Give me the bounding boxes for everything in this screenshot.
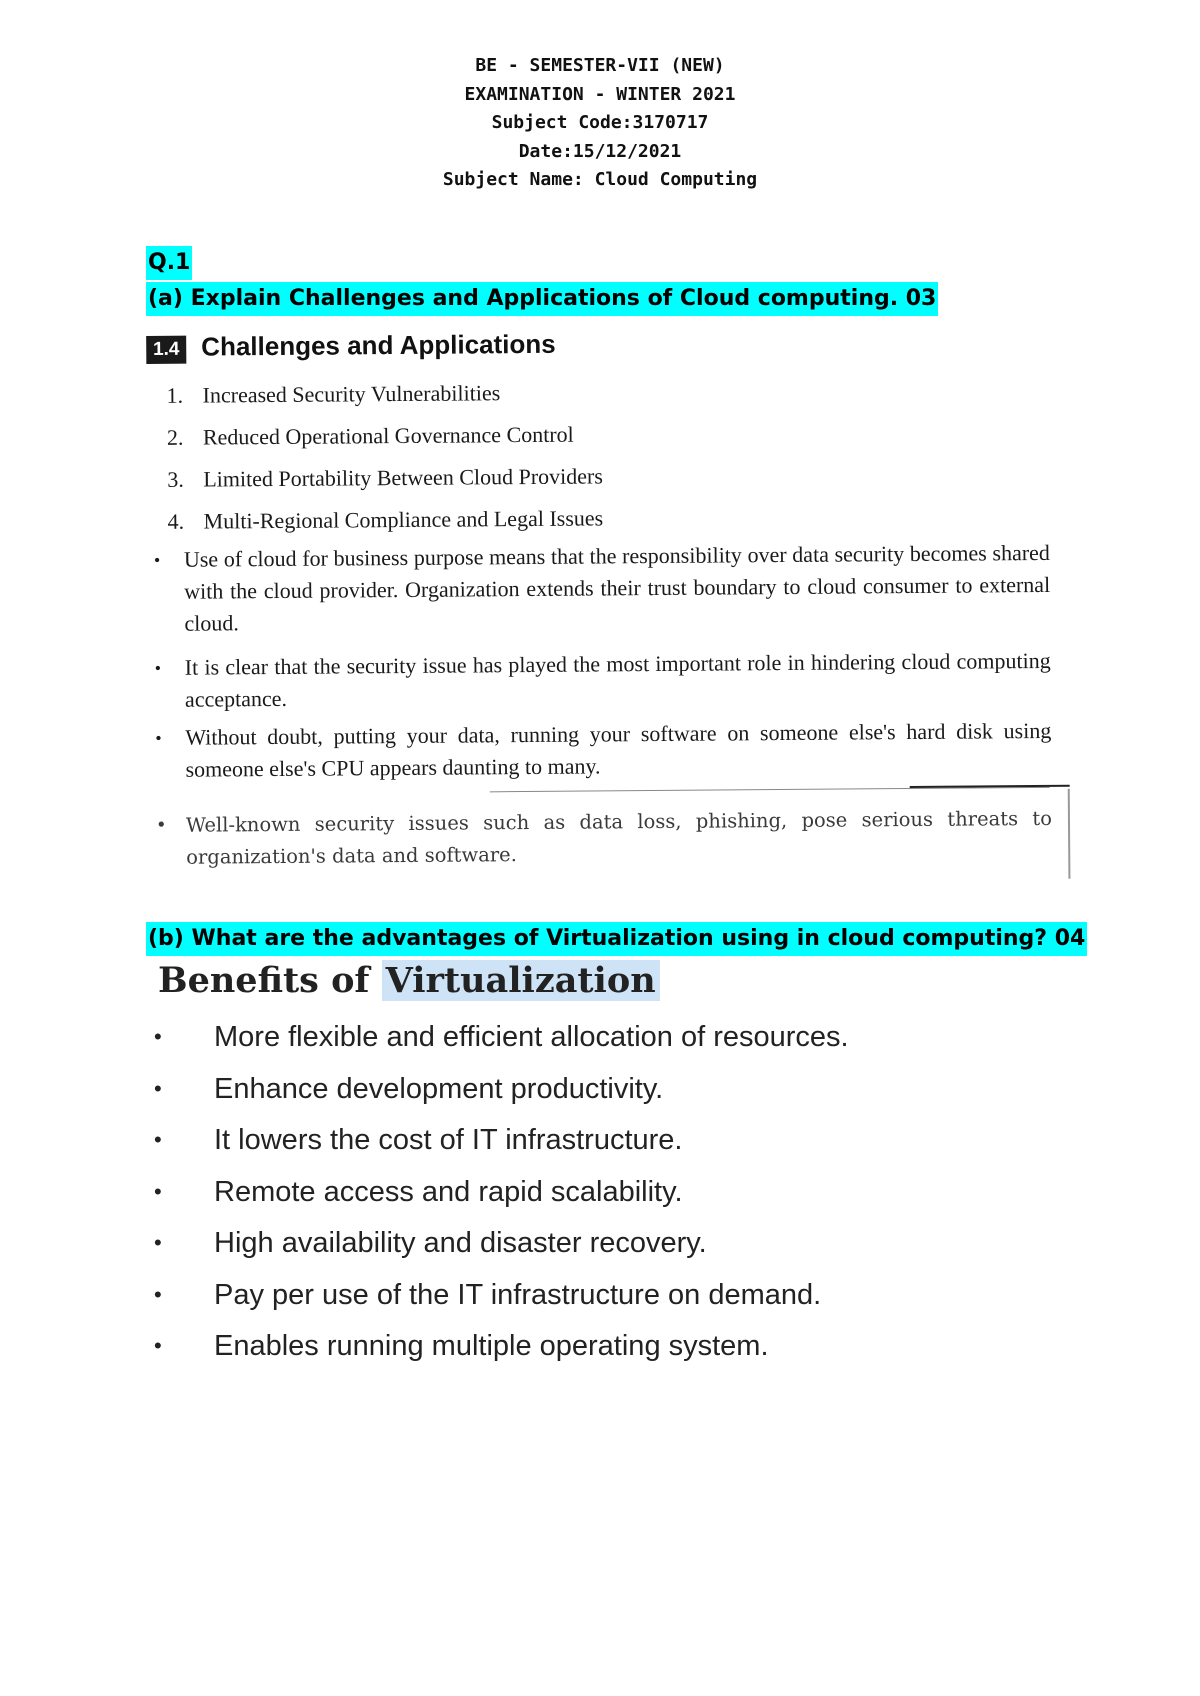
bullet-item: [148, 537, 1061, 644]
bullet-text: Without doubt, putting your data, running your software on someone else's hard disk using someone else's CPU appears daunting to many.: [185, 717, 1052, 782]
ordered-item: [166, 375, 766, 412]
benefits-heading-prefix: Benefits of: [158, 960, 370, 1001]
scanned-textbook-excerpt: [146, 311, 1062, 888]
bullet-text: Use of cloud for business purpose means that the responsibility over data security becomes shared with the cloud provider. Organization extends their trust boundary to cloud consumer to external cloud.: [183, 539, 1051, 636]
bullet-item: [150, 803, 1062, 876]
bullet-icon: •: [154, 1024, 162, 1049]
bullet-item: [149, 645, 1061, 718]
benefit-text: Remote access and rapid scalability.: [214, 1176, 683, 1208]
ordered-item: [167, 501, 767, 538]
question-part-b: (b) What are the advantages of Virtualization using in cloud computing? 04: [146, 922, 1087, 956]
section-title: Challenges and Applications: [201, 328, 556, 362]
header-subject-code: Subject Code:3170717: [491, 112, 709, 133]
header-semester: BE - SEMESTER-VII (NEW): [475, 55, 725, 76]
ordered-item-number: 3.: [167, 466, 184, 492]
ordered-item-text: Reduced Operational Governance Control: [202, 421, 574, 450]
bullet-icon: •: [154, 1333, 162, 1358]
bullet-icon: •: [154, 1282, 162, 1307]
benefits-heading-highlight: Virtualization: [382, 960, 660, 1001]
scan-edge-line: [1068, 789, 1071, 879]
header-examination: EXAMINATION - WINTER 2021: [464, 83, 736, 105]
benefit-text: It lowers the cost of IT infrastructure.: [214, 1124, 683, 1156]
benefit-text: Pay per use of the IT infrastructure on demand.: [214, 1279, 822, 1311]
ordered-item-text: Increased Security Vulnerabilities: [202, 380, 501, 408]
ordered-item-number: 2.: [166, 424, 184, 450]
bullet-item: [149, 715, 1061, 788]
benefit-text: Enhance development productivity.: [214, 1073, 664, 1105]
bullet-text: It is clear that the security issue has played the most important role in hindering cloud computing acceptance.: [184, 647, 1051, 712]
scan-divider: [490, 787, 1050, 792]
ordered-item-number: 4.: [167, 508, 185, 534]
benefit-text: Enables running multiple operating system.: [214, 1330, 769, 1362]
bullet-icon: •: [154, 1179, 162, 1204]
benefit-text: More flexible and efficient allocation of resources.: [214, 1021, 849, 1053]
section-number-badge: 1.4: [146, 336, 186, 364]
ordered-item-text: Limited Portability Between Cloud Providers: [203, 463, 603, 492]
ordered-item: [167, 417, 767, 454]
ordered-item-text: Multi-Regional Compliance and Legal Issues: [203, 505, 604, 534]
bullet-icon: •: [155, 814, 167, 836]
header-date: Date:15/12/2021: [518, 140, 682, 162]
header-subject-name: Subject Name: Cloud Computing: [442, 169, 758, 190]
bullet-text: Well-known security issues such as data loss, phishing, pose serious threats to organization's data and software.: [185, 806, 1053, 869]
bullet-icon: •: [154, 1076, 162, 1101]
question-number: Q.1: [146, 246, 192, 280]
bullet-icon: •: [155, 727, 162, 748]
question-part-a: (a) Explain Challenges and Applications of Cloud computing. 03: [146, 282, 938, 316]
bullet-icon: •: [154, 1230, 162, 1255]
ordered-item: [167, 459, 767, 496]
benefits-heading: [158, 956, 660, 1006]
bullet-icon: •: [154, 657, 162, 678]
ordered-item-number: 1.: [166, 382, 184, 408]
benefit-text: High availability and disaster recovery.: [214, 1227, 707, 1259]
bullet-icon: •: [153, 549, 161, 570]
bullet-icon: •: [154, 1127, 162, 1152]
exam-header: [0, 52, 1200, 195]
